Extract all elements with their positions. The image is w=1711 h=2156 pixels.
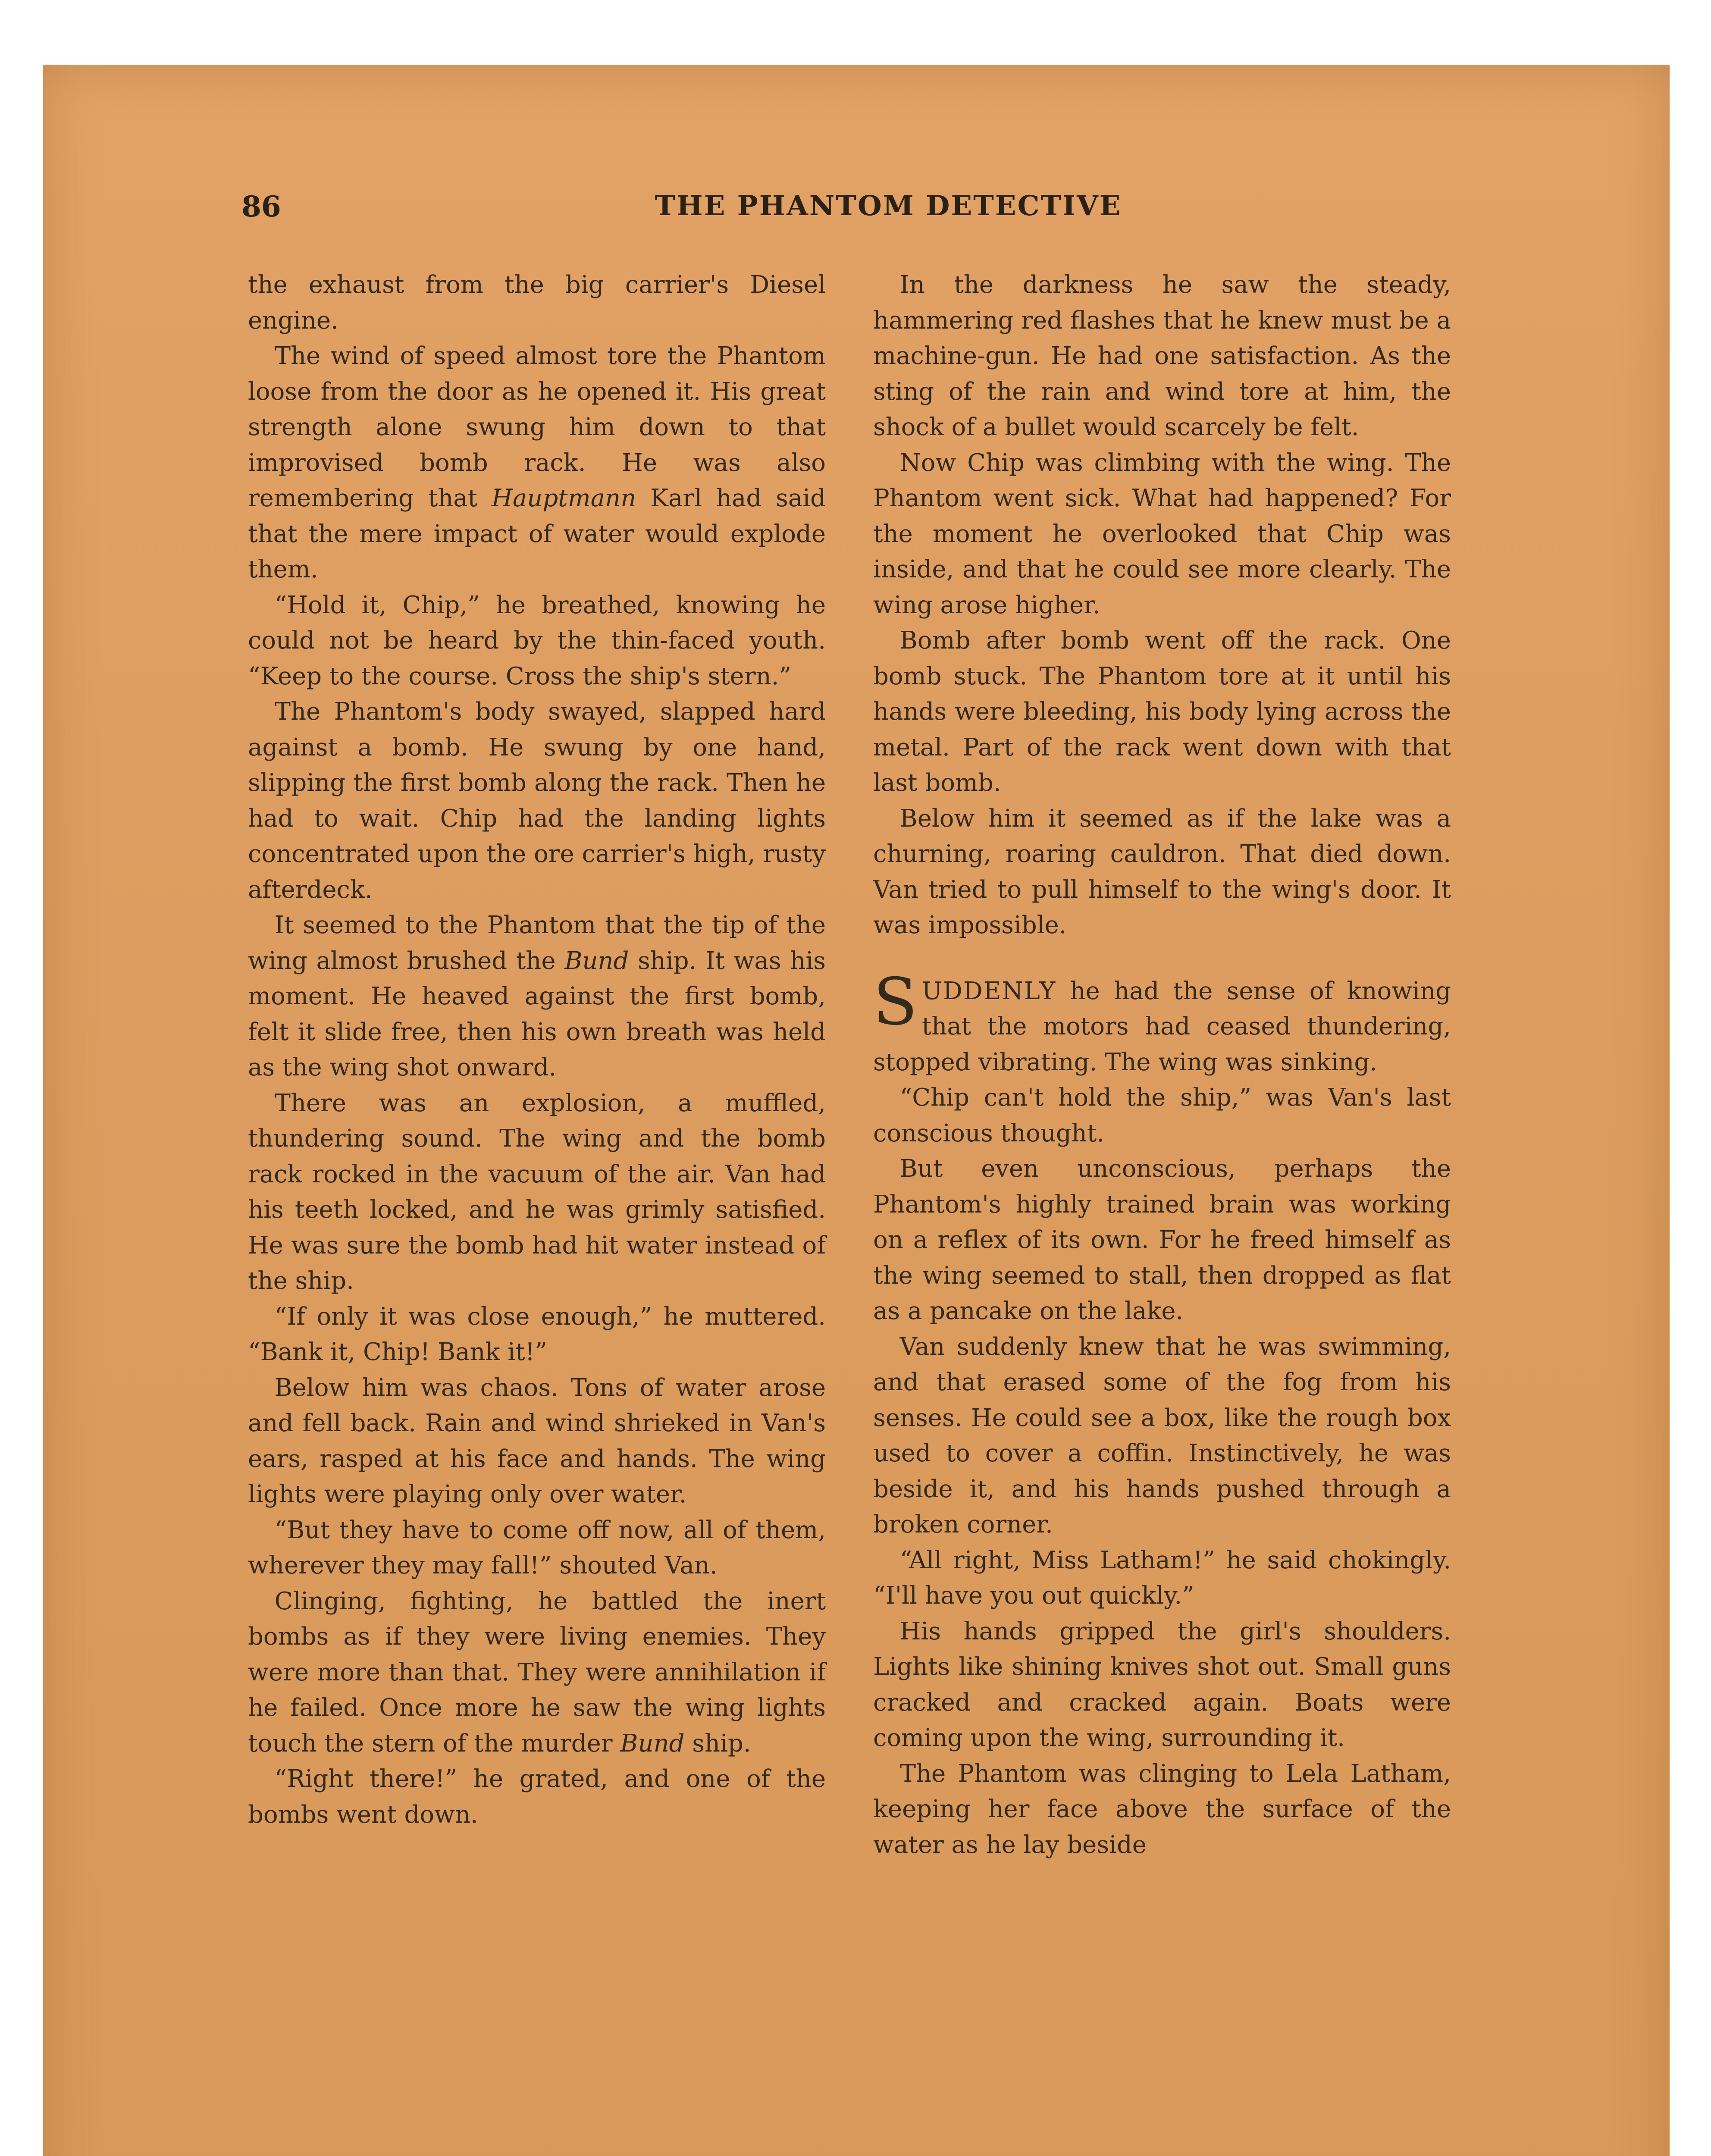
paragraph: the exhaust from the big carrier's Diesel engine. xyxy=(248,271,826,335)
paragraph: His hands gripped the girl's shoulders. Lights like shining knives shot out. Small guns cracked and cracked again. Boats were coming upon the wing, surrounding it. xyxy=(873,1617,1451,1752)
paragraph: But even unconscious, perhaps the Phantom's highly trained brain was working on a reflex of its own. For he freed himself as the wing seemed to stall, then dropped as flat as a pancake on the lake. xyxy=(873,1155,1451,1325)
paragraph: In the darkness he saw the steady, hammering red flashes that he knew must be a machine-gun. He had one satisfaction. As the sting of the rain and wind tore at him, the shock of a bullet would scarcely be felt. xyxy=(873,271,1451,441)
paragraph: Van suddenly knew that he was swimming, and that erased some of the fog from his senses. He could see a box, like the rough box used to cover a coffin. Instinctively, he was beside it, and his hands pushed through a broken corner. xyxy=(873,1332,1451,1539)
paragraph: Now Chip was climbing with the wing. The Phantom went sick. What had happened? For the moment he overlooked that Chip was inside, and that he could see more clearly. The wing arose higher. xyxy=(873,448,1451,619)
paragraph: The wind of speed almost tore the Phantom loose from the door as he opened it. His great strength alone swung him down to that improvised bomb rack. He was also remembering that Hauptmann Karl had said that the mere impact of water would explode them. xyxy=(248,342,826,583)
paragraph: There was an explosion, a muffled, thundering sound. The wing and the bomb rack rocked in the vacuum of the air. Van had his teeth locked, and he was grimly satisfied. He was sure the bomb had hit water instead of the ship. xyxy=(248,1089,826,1295)
paragraph: The Phantom's body swayed, slapped hard against a bomb. He swung by one hand, slipping the first bomb along the rack. Then he had to wait. Chip had the landing lights concentrated upon the ore carrier's high, rusty afterdeck. xyxy=(248,698,826,904)
paragraph: “All right, Miss Latham!” he said chokingly. “I'll have you out quickly.” xyxy=(873,1546,1451,1610)
drop-cap: S xyxy=(873,964,918,1040)
section-opening-paragraph: SUDDENLY he had the sense of knowing that the motors had ceased thundering, stopped vibrating. The wing was sinking. xyxy=(873,964,1451,1076)
page-header xyxy=(241,190,1535,241)
running-title: THE PHANTOM DETECTIVE xyxy=(655,190,1122,222)
paragraph: “If only it was close enough,” he muttered. “Bank it, Chip! Bank it!” xyxy=(248,1302,826,1366)
paragraph: “Chip can't hold the ship,” was Van's last conscious thought. xyxy=(873,1084,1451,1147)
left-text-column xyxy=(248,267,826,1833)
right-text-column xyxy=(873,267,1451,1863)
paragraph: “But they have to come off now, all of them, wherever they may fall!” shouted Van. xyxy=(248,1516,826,1579)
paragraph: Below him was chaos. Tons of water arose and fell back. Rain and wind shrieked in Van's ears, rasped at his face and hands. The wing lights were playing only over water. xyxy=(248,1373,826,1508)
paragraph: Clinging, fighting, he battled the inert bombs as if they were living enemies. They were more than that. They were annihilation if he failed. Once more he saw the wing lights touch the stern of the murder Bund ship. xyxy=(248,1587,826,1758)
magazine-page xyxy=(43,65,1670,2156)
paragraph: Below him it seemed as if the lake was a churning, roaring cauldron. That died down. Van tried to pull himself to the wing's door. It was impossible. xyxy=(873,804,1451,939)
paragraph: The Phantom was clinging to Lela Latham, keeping her face above the surface of the water as he lay beside xyxy=(873,1759,1451,1859)
paragraph: Bomb after bomb went off the rack. One bomb stuck. The Phantom tore at it until his hands were bleeding, his body lying across the metal. Part of the rack went down with that last bomb. xyxy=(873,627,1451,797)
page-number: 86 xyxy=(241,190,281,223)
paragraph: “Hold it, Chip,” he breathed, knowing he could not be heard by the thin-faced youth. “Keep to the course. Cross the ship's stern.” xyxy=(248,591,826,690)
paragraph: It seemed to the Phantom that the tip of the wing almost brushed the Bund ship. It was his moment. He heaved against the first bomb, felt it slide free, then his own breath was held as the wing shot onward. xyxy=(248,911,826,1081)
paragraph: “Right there!” he grated, and one of the bombs went down. xyxy=(248,1765,826,1829)
